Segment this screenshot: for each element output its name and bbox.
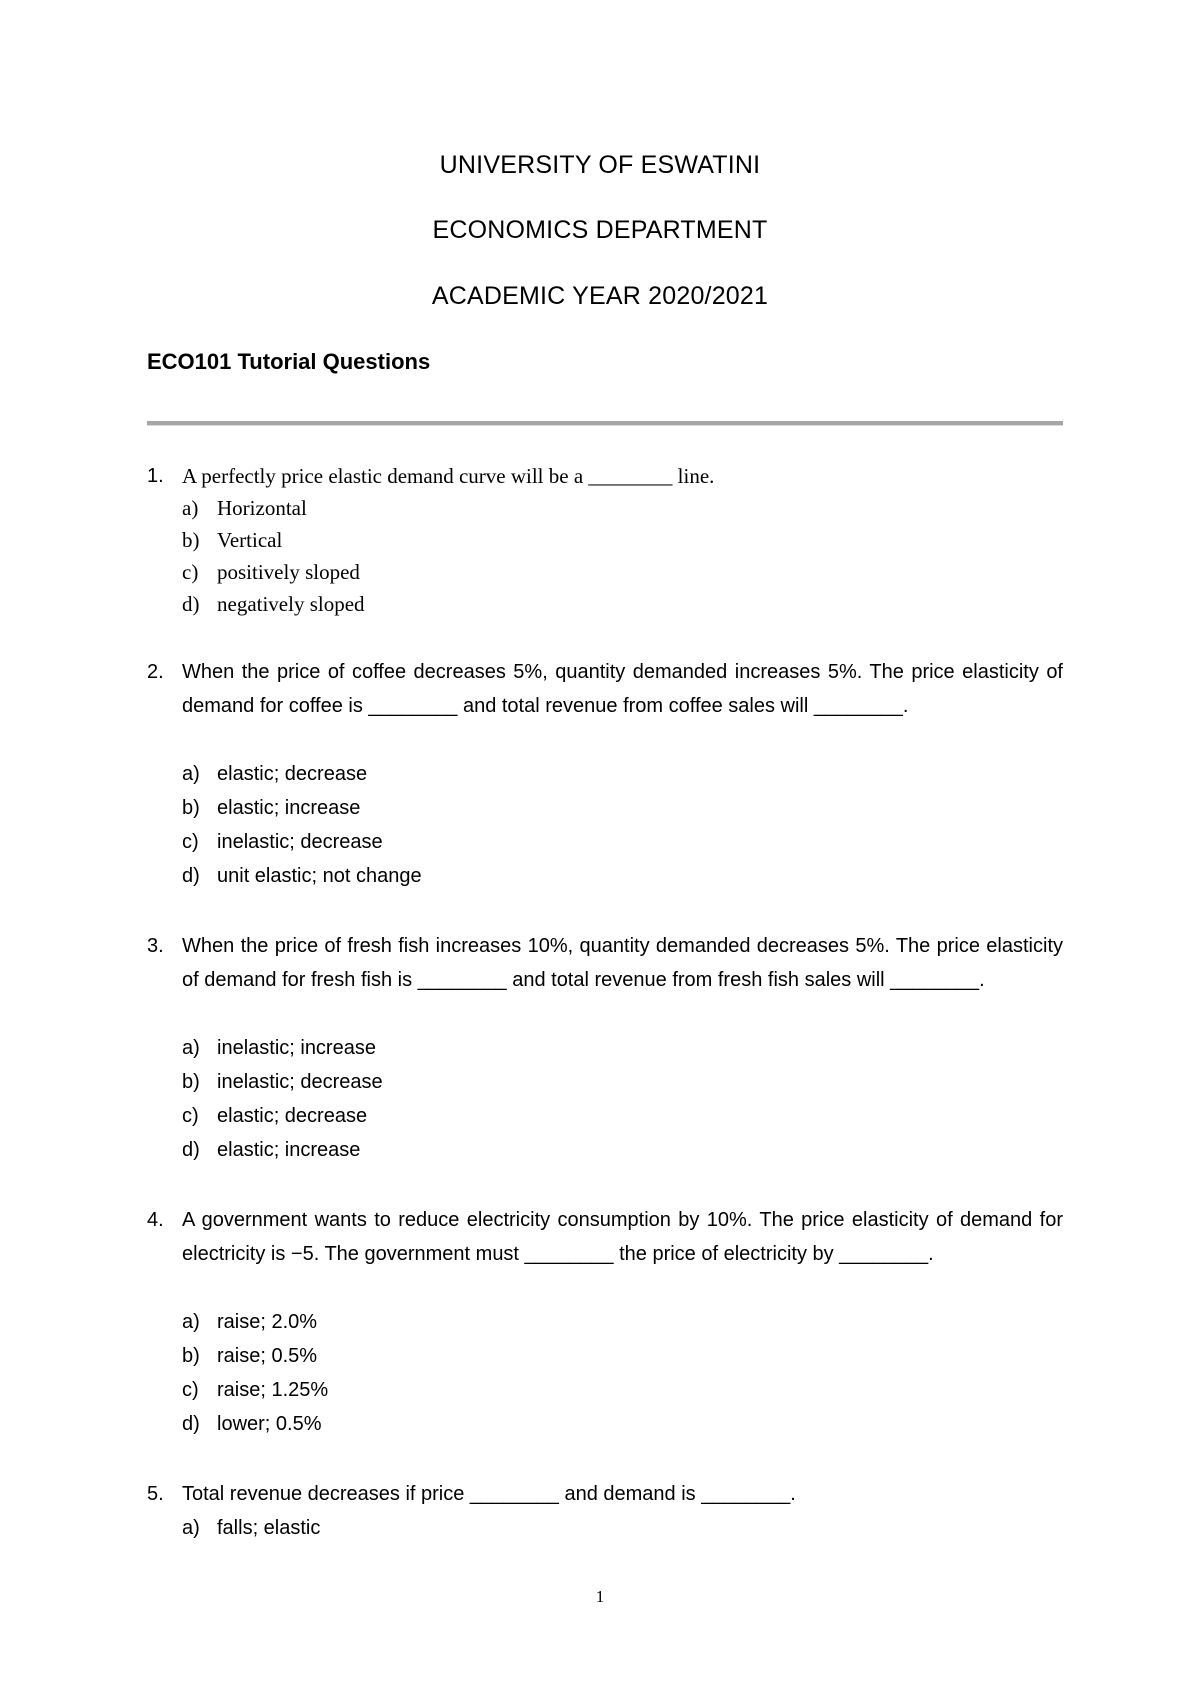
option-a [182,1031,376,1065]
question-number: 4. [147,1209,164,1231]
option-text: elastic; increase [217,797,361,819]
question-text: Total revenue decreases if price ________ and demand is ________. [182,1483,796,1505]
option-text: raise; 0.5% [217,1345,318,1367]
option-letter: b) [182,1071,200,1093]
option-d [182,588,365,620]
option-letter: a) [182,1037,200,1059]
option-text: lower; 0.5% [217,1413,322,1435]
question-text: When the price of fresh fish increases 10%, quantity demanded decreases 5%. The price elasticity of demand for fresh fish is ________ and total revenue from fresh fish sales will ________. [182,935,1063,991]
option-b [182,791,360,825]
option-letter: a) [182,763,200,785]
option-c [182,1099,367,1133]
option-c [182,825,383,859]
option-text: positively sloped [217,560,360,584]
option-text: falls; elastic [217,1517,321,1539]
option-text: Vertical [217,528,283,552]
page-number: 1 [595,1587,605,1606]
option-letter: a) [182,496,199,520]
option-letter: c) [182,1105,199,1127]
option-letter: b) [182,797,200,819]
horizontal-divider [147,421,1063,426]
question-text: A government wants to reduce electricity consumption by 10%. The price elasticity of demand for electricity is −5. The government must ________ the price of electricity by ________. [182,1209,1063,1265]
option-b [182,1339,317,1373]
academic-year: ACADEMIC YEAR 2020/2021 [431,282,769,310]
option-letter: b) [182,528,200,552]
option-b [182,1065,383,1099]
option-text: inelastic; decrease [217,831,383,853]
option-text: elastic; decrease [217,763,368,785]
option-text: unit elastic; not change [217,865,422,887]
question-number: 5. [147,1483,164,1505]
question-text: A perfectly price elastic demand curve will be a ________ line. [182,464,715,488]
option-a [182,1511,320,1545]
option-text: elastic; increase [217,1139,361,1161]
option-letter: d) [182,1413,200,1435]
question-number: 2. [147,661,164,683]
option-a [182,757,367,791]
option-d [182,859,422,893]
option-a [182,1305,317,1339]
option-letter: a) [182,1311,200,1333]
option-text: elastic; decrease [217,1105,368,1127]
option-a [182,492,307,524]
option-letter: d) [182,1139,200,1161]
question-number: 1. [147,465,164,487]
option-b [182,524,282,556]
option-letter: d) [182,592,200,616]
option-letter: c) [182,560,199,584]
option-text: negatively sloped [217,592,365,616]
option-text: raise; 2.0% [217,1311,318,1333]
document-subtitle: ECO101 Tutorial Questions [147,349,431,374]
option-text: raise; 1.25% [217,1379,329,1401]
question-text: When the price of coffee decreases 5%, quantity demanded increases 5%. The price elasticity of demand for coffee is ________ and total revenue from coffee sales will ________. [182,661,1063,717]
option-c [182,556,360,588]
option-text: inelastic; increase [217,1037,376,1059]
department-name: ECONOMICS DEPARTMENT [432,216,768,244]
option-letter: a) [182,1517,200,1539]
option-text: inelastic; decrease [217,1071,383,1093]
option-d [182,1133,360,1167]
question-number: 3. [147,935,164,957]
university-name: UNIVERSITY OF ESWATINI [439,151,761,179]
option-d [182,1407,322,1441]
option-letter: c) [182,1379,199,1401]
option-text: Horizontal [217,496,307,520]
option-letter: b) [182,1345,200,1367]
option-letter: d) [182,865,200,887]
option-c [182,1373,328,1407]
option-letter: c) [182,831,199,853]
